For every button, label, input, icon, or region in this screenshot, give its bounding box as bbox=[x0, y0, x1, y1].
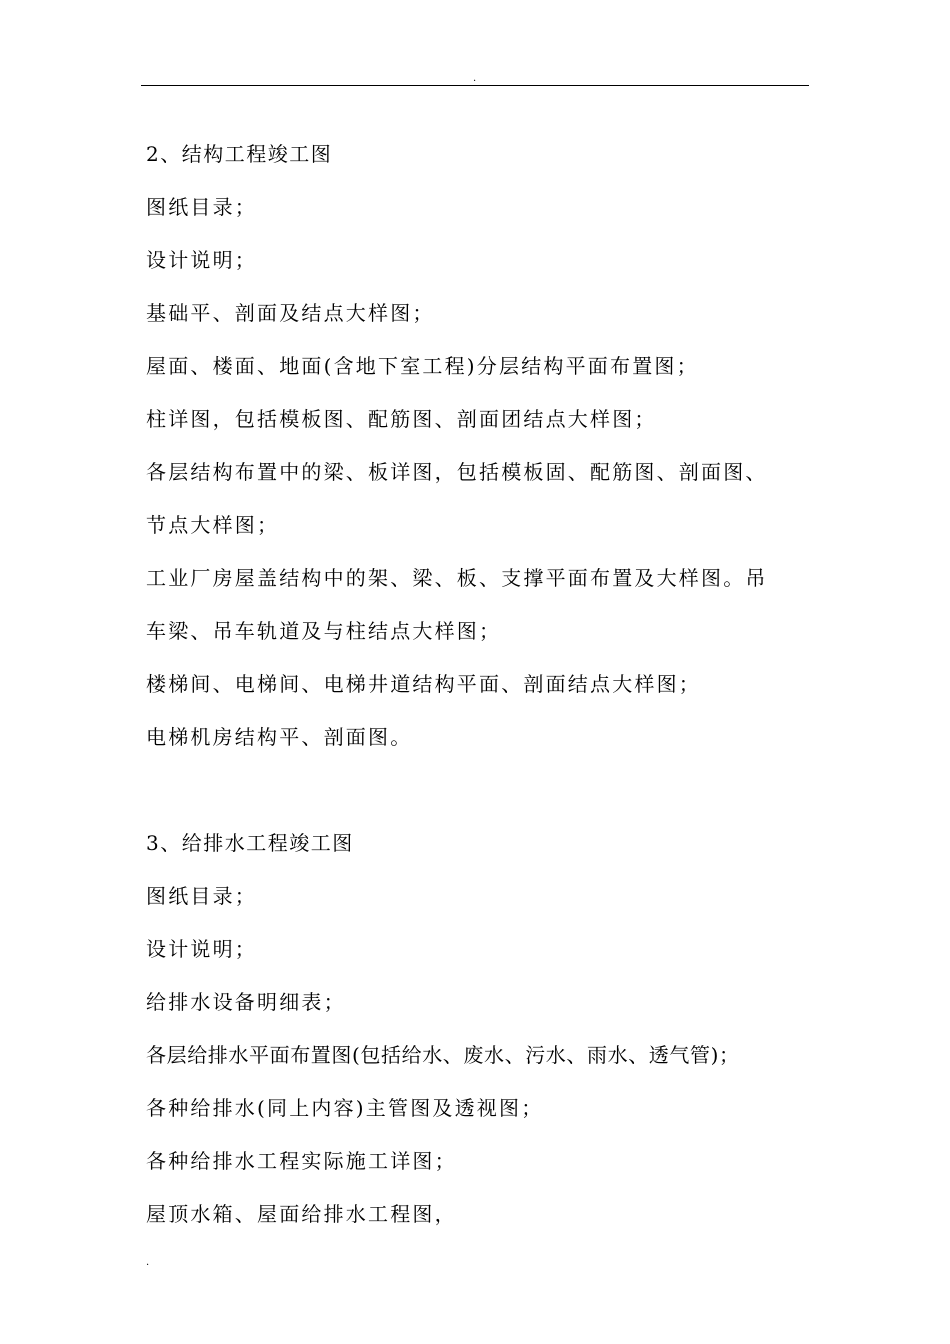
section-heading: 3、给排水工程竣工图 bbox=[146, 831, 354, 855]
list-item: 设计说明； bbox=[146, 937, 257, 961]
list-item: 设计说明； bbox=[146, 248, 257, 272]
list-item: 基础平、剖面及结点大样图； bbox=[146, 301, 435, 325]
list-item: 各层结构布置中的梁、板详图，包括模板固、配筋图、剖面图、 bbox=[146, 460, 768, 484]
list-item: 柱详图，包括模板图、配筋图、剖面团结点大样图； bbox=[146, 407, 657, 431]
list-item: 电梯机房结构平、剖面图。 bbox=[146, 725, 413, 749]
header-rule bbox=[141, 85, 809, 86]
list-item: 屋顶水箱、屋面给排水工程图， bbox=[146, 1202, 457, 1226]
document-body bbox=[146, 128, 826, 1241]
section-spacer bbox=[146, 764, 826, 817]
list-item: 给排水设备明细表； bbox=[146, 990, 346, 1014]
list-item: 各层给排水平面布置图(包括给水、废水、污水、雨水、透气管)； bbox=[146, 1043, 740, 1067]
list-item: 屋面、楼面、地面(含地下室工程)分层结构平面布置图； bbox=[146, 354, 699, 378]
list-item: 图纸目录； bbox=[146, 884, 257, 908]
list-item: 工业厂房屋盖结构中的架、梁、板、支撑平面布置及大样图。吊 bbox=[146, 566, 768, 590]
section-plumbing bbox=[146, 817, 826, 1241]
list-item: 各种给排水(同上内容)主管图及透视图； bbox=[146, 1096, 544, 1120]
list-item: 车梁、吊车轨道及与柱结点大样图； bbox=[146, 619, 502, 643]
list-item: 节点大样图； bbox=[146, 513, 280, 537]
footer-marker: . bbox=[146, 1257, 150, 1268]
list-item: 各种给排水工程实际施工详图； bbox=[146, 1149, 457, 1173]
list-item: 图纸目录； bbox=[146, 195, 257, 219]
section-structural bbox=[146, 128, 826, 764]
list-item: 楼梯间、电梯间、电梯井道结构平面、剖面结点大样图； bbox=[146, 672, 701, 696]
header-marker: . bbox=[473, 73, 477, 84]
section-heading: 2、结构工程竣工图 bbox=[146, 142, 333, 166]
